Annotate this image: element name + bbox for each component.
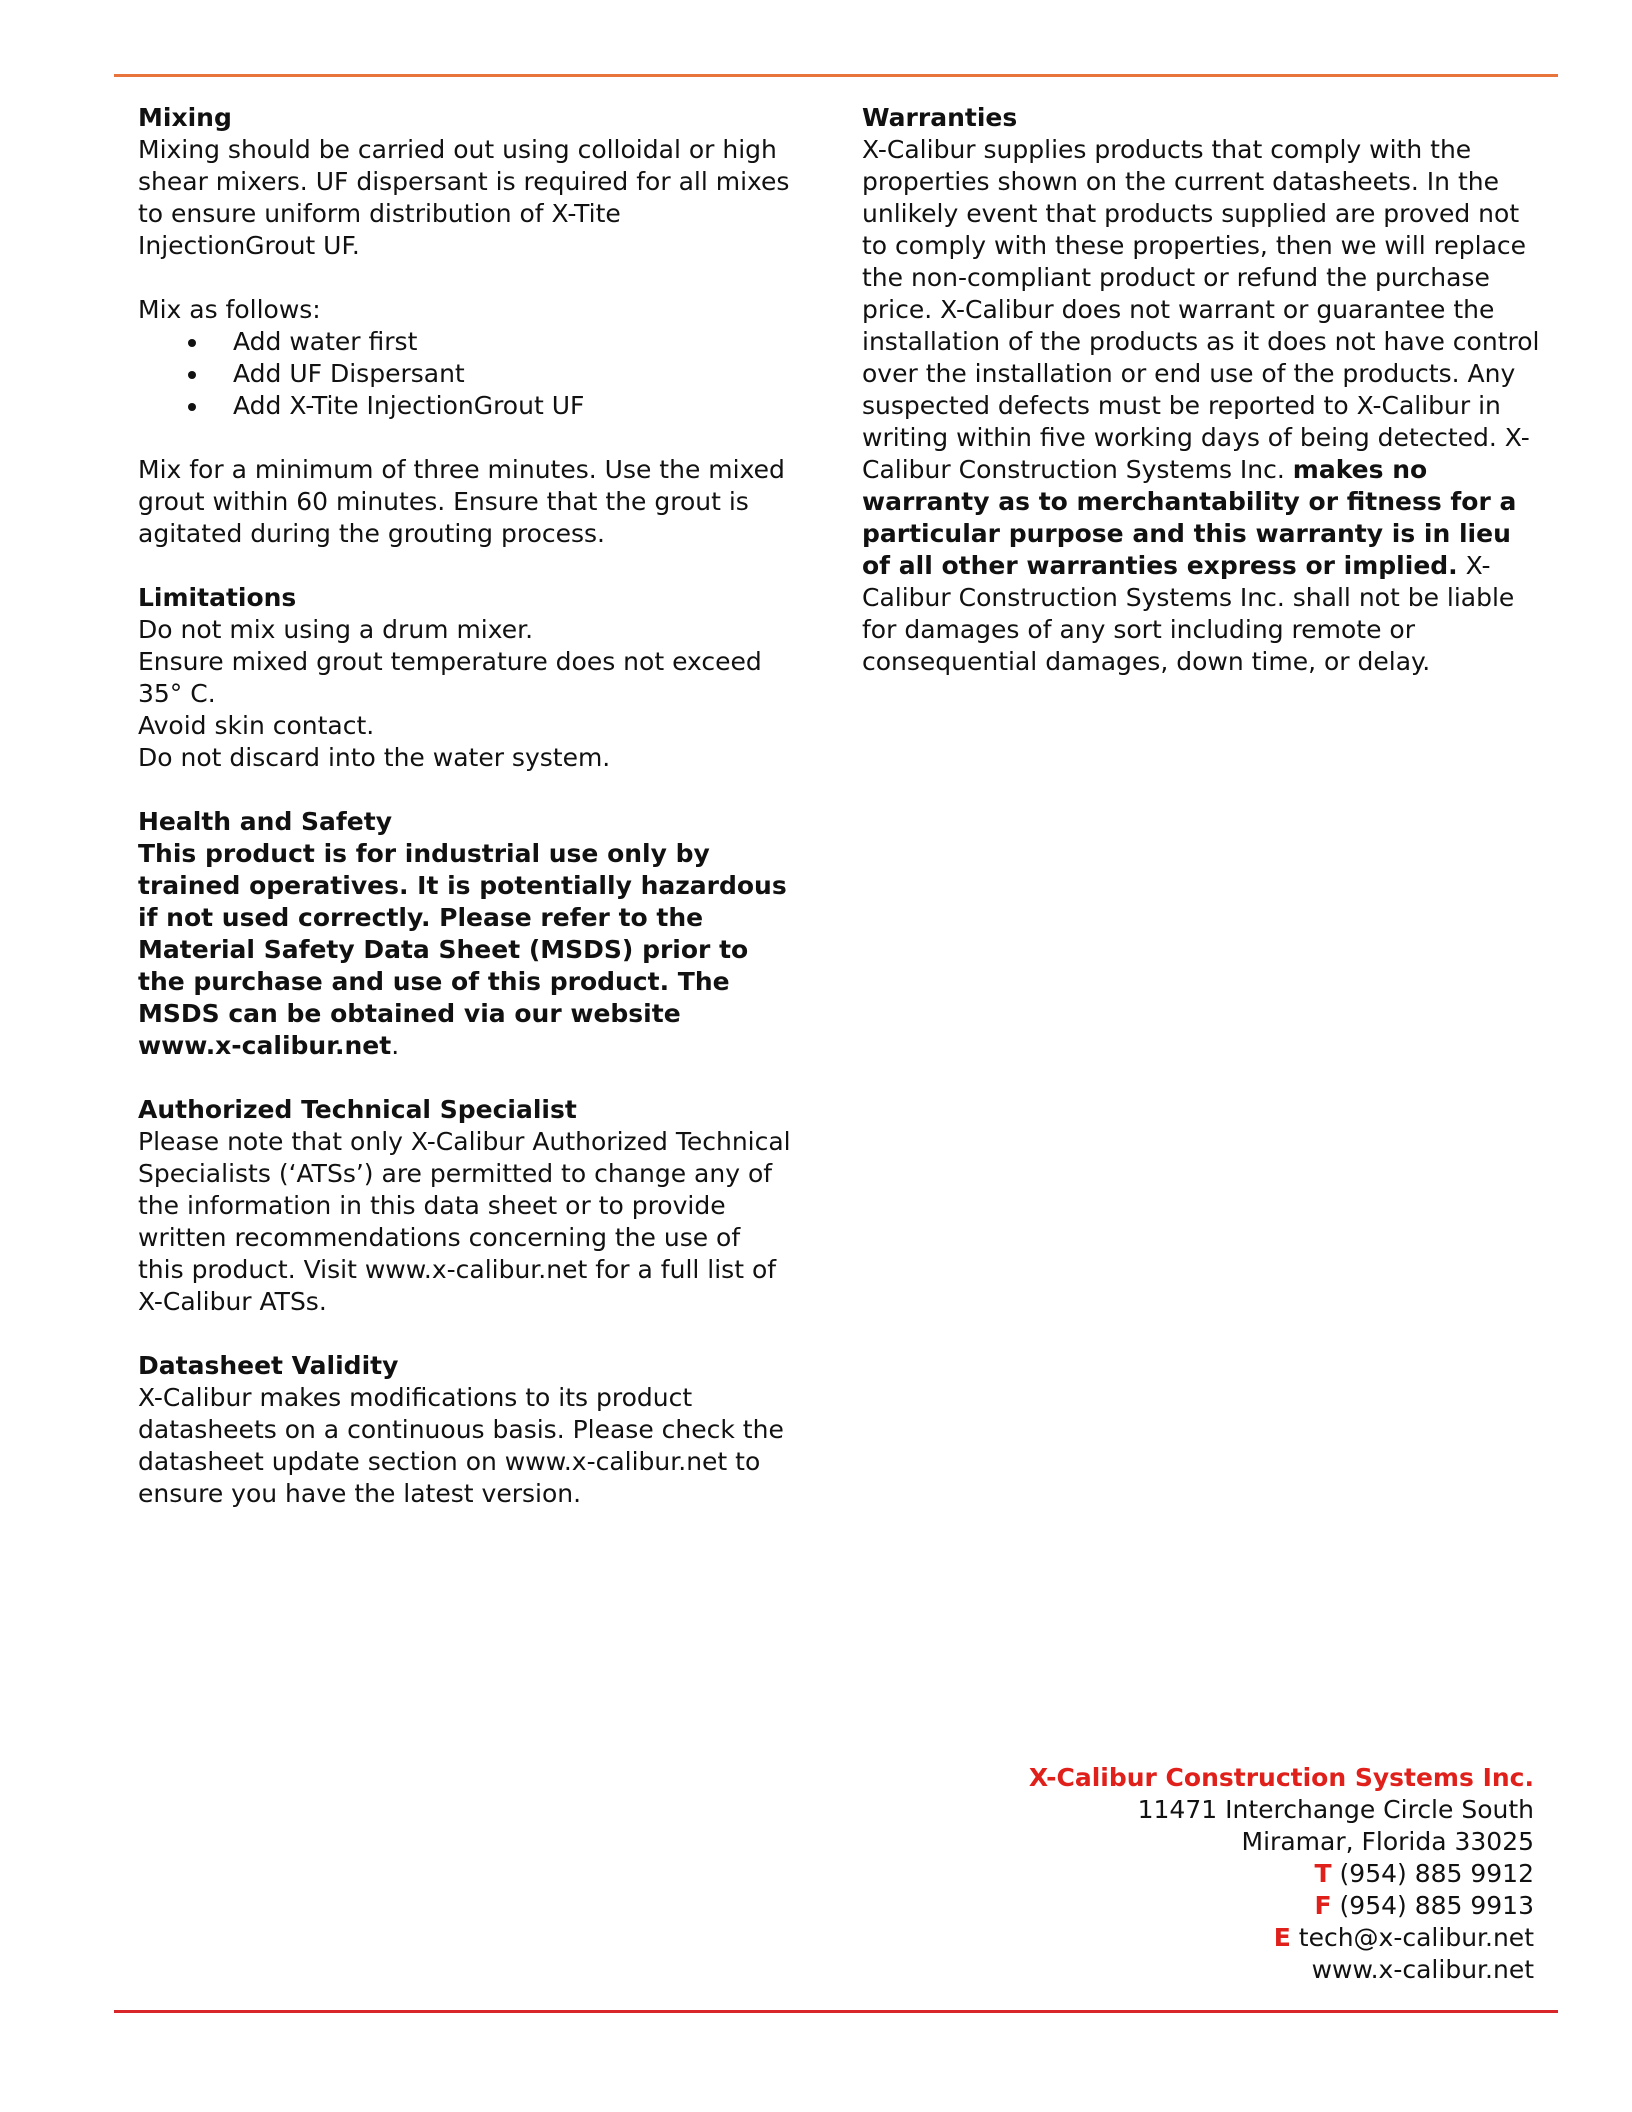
ats-heading: Authorized Technical Specialist [138,1095,577,1124]
bottom-divider [114,2010,1558,2013]
phone-line [1029,1858,1534,1890]
fax-label: F [1314,1891,1332,1920]
spacer [138,262,793,294]
warranties-disclaimer: makes no warranty as to merchantability or fitness for a particular purpose and this warranty is in lieu of all other warranties express or implied. [862,455,1517,580]
limitations-heading: Limitations [138,583,297,612]
warranties-heading: Warranties [862,103,1018,132]
fax-line [1029,1890,1534,1922]
mixing-section [138,102,793,550]
address-line-1: 11471 Interchange Circle South [1137,1795,1534,1824]
health-safety-section [138,806,793,1062]
company-name: X-Calibur Construction Systems Inc. [1028,1763,1534,1792]
validity-body: X-Calibur makes modifications to its product datasheets on a continuous basis. Please check the datasheet update section on www.x-calibur.net to ensure you have the latest version. [138,1383,784,1508]
ats-body: Please note that only X-Calibur Authorized Technical Specialists (‘ATSs’) are permitted to change any of the information in this data sheet or to provide written recommendations concerning the use of this product. Visit www.x-calibur.net for a full list of X-Calibur ATSs. [138,1127,791,1316]
limitation-line: Do not mix using a drum mixer. [138,615,534,644]
validity-section [138,1350,793,1510]
mixing-outro: Mix for a minimum of three minutes. Use the mixed grout within 60 minutes. Ensure that the grout is agitated during the grouting process. [138,455,785,548]
phone-number: (954) 885 9912 [1331,1859,1534,1888]
mix-as-follows: Mix as follows: [138,295,321,324]
warranties-text-start: X-Calibur supplies products that comply with the properties shown on the current datasheets. In the unlikely event that products supplied are proved not to comply with these properties, then we will replace the non-compliant product or refund the purchase price. X-Calibur does not warrant or guarantee the installation of the products as it does not have control over the installation or end use of the products. Any suspected defects must be reported to X-Calibur in writing within five working days of being detected. X-Calibur Construction Systems Inc. [862,135,1540,484]
list-item [138,326,793,358]
bullet-icon [188,339,196,347]
right-column [862,102,1542,710]
limitation-line: Ensure mixed grout temperature does not exceed 35° C. [138,647,762,708]
health-safety-warning: This product is for industrial use only by trained operatives. It is potentially hazardous if not used correctly. Please refer to the Material Safety Data Sheet (MSDS) prior to the purchase and use of this product. The MSDS can be obtained via our website www.x-calibur.net [138,839,787,1060]
contact-block [1029,1762,1534,1986]
mixing-step: Add UF Dispersant [233,359,465,388]
email-address: tech@x-calibur.net [1290,1923,1534,1952]
mixing-intro: Mixing should be carried out using colloidal or high shear mixers. UF dispersant is required for all mixes to ensure uniform distribution of X-Tite InjectionGrout UF. [138,135,790,260]
limitation-line: Avoid skin contact. [138,711,375,740]
website-link: www.x-calibur.net [1311,1955,1534,1984]
warranties-body [862,134,1542,678]
warranties-text-end: X-Calibur Construction Systems Inc. shall not be liable for damages of any sort including remote or consequential damages, down time, or delay. [862,551,1515,676]
mixing-steps-list [138,326,793,422]
left-column [138,102,793,1542]
health-safety-period: . [391,1031,400,1060]
mixing-step: Add water first [233,327,418,356]
limitations-section [138,582,793,774]
bullet-icon [188,371,196,379]
phone-label: T [1314,1859,1332,1888]
fax-number: (954) 885 9913 [1331,1891,1534,1920]
top-divider [114,74,1558,77]
warranties-section [862,102,1542,678]
spacer [138,422,793,454]
health-safety-heading: Health and Safety [138,807,392,836]
mixing-step: Add X-Tite InjectionGrout UF [233,391,585,420]
ats-section [138,1094,793,1318]
health-safety-body [138,838,793,1062]
bullet-icon [188,403,196,411]
limitation-line: Do not discard into the water system. [138,743,611,772]
email-line [1029,1922,1534,1954]
email-label: E [1273,1923,1291,1952]
validity-heading: Datasheet Validity [138,1351,399,1380]
mixing-heading: Mixing [138,103,232,132]
list-item [138,390,793,422]
list-item [138,358,793,390]
address-line-2: Miramar, Florida 33025 [1241,1827,1534,1856]
